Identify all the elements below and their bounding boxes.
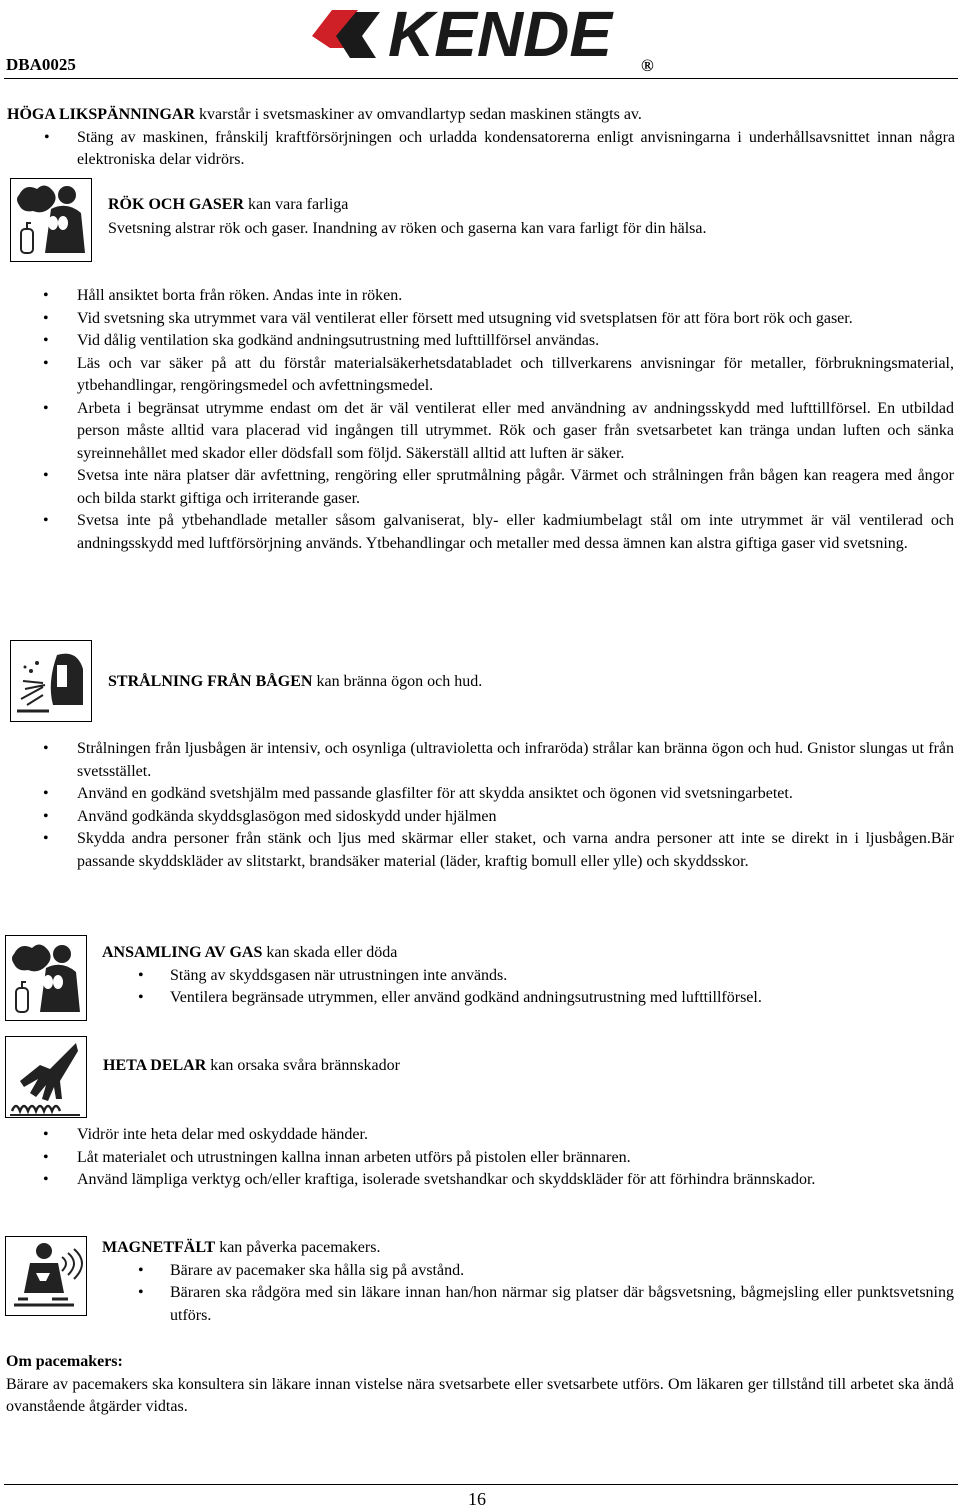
magnetic-title — [102, 1237, 954, 1260]
pacemaker-text: Bärare av pacemakers ska konsultera sin läkare innan vistelse nära svetsarbete eller svetsarbete utförs. Om läkaren ger tillstånd till arbetet ska ändå ovanstående åtgärder vidtas. — [6, 1375, 954, 1415]
gas-title — [102, 942, 954, 965]
gas-heading-rest: kan skada eller döda — [262, 944, 398, 961]
list-item: • Skydda andra personer från stänk och ljus med skärmar eller staket, och varna andra personer att inte se direkt in i ljusbågen.Bär passande skyddskläder av slitstarkt, brandsäker material (läder, kraftig bomull eller ylle) och skyddsskor. — [6, 828, 954, 873]
fumes-title — [108, 194, 908, 217]
hot-heading: HETA DELAR — [103, 1057, 207, 1074]
gas-section — [102, 942, 954, 1010]
list-item: • Bärare av pacemaker ska hålla sig på avstånd. — [102, 1260, 954, 1283]
high-voltage-heading: HÖGA LIKSPÄNNINGAR — [7, 106, 196, 123]
registered-mark: ® — [641, 56, 654, 75]
high-voltage-text: kvarstår i svetsmaskiner av omvandlartyp sedan maskinen stängts av. — [195, 106, 642, 123]
list-item: • Bäraren ska rådgöra med sin läkare innan han/hon närmar sig platser där bågsvetsning, bågmejsling eller punktsvetsning utförs. — [102, 1282, 954, 1327]
magnetic-heading: MAGNETFÄLT — [102, 1239, 216, 1256]
radiation-heading: STRÅLNING FRÅN BÅGEN — [108, 673, 313, 690]
fumes-heading-block — [108, 194, 908, 240]
kende-logo — [306, 2, 636, 62]
radiation-bullet-list — [6, 738, 954, 873]
list-item: • Stäng av maskinen, frånskilj kraftförsörjningen och urladda kondensatorerna enligt anvisningarna i underhållsavsnittet innan några elektroniska delar vidrörs. — [7, 127, 955, 172]
gas-heading: ANSAMLING AV GAS — [102, 944, 263, 961]
list-item: • Läs och var säker på att du förstår materialsäkerhetsdatabladet och tillverkarens anvisningar för metaller, förbrukningsmaterial, ytbehandlingar, rengöringsmedel och avfettningsmedel. — [6, 353, 954, 398]
hot-title — [103, 1055, 903, 1078]
list-item: • Svetsa inte på ytbehandlade metaller såsom galvaniserat, bly- eller kadmiumbelagt stål om inte utrymmet är väl ventilerad och andningsskydd med luftförsörjning används. Ytbehandlingar och metaller med dessa ämnen kan alstra giftiga gaser vid svetsning. — [6, 510, 954, 555]
hot-bullet-list — [6, 1124, 954, 1192]
list-item: • Vid dålig ventilation ska godkänd andningsutrustning med lufttillförsel användas. — [6, 330, 954, 353]
magnetic-heading-rest: kan påverka pacemakers. — [215, 1239, 381, 1256]
list-item: • Använd en godkänd svetshjälm med passande glasfilter för att skydda ansiktet och ögonen vid svetsningarbetet. — [6, 783, 954, 806]
list-item: • Arbeta i begränsat utrymme endast om det är väl ventilerat eller med användning av andningsskydd med lufttillförsel. En utbildad person måste alltid vara placerad vid ingången till utrymmet. Rök och gaser från svetsarbetet kan tränga undan luften och sänka syreinnehållet med skador eller dödsfall som följd. Säkerställ alltid att luften är säker. — [6, 398, 954, 466]
arc-radiation-icon — [10, 640, 92, 722]
fumes-bullet-list — [6, 285, 954, 555]
list-item: • Ventilera begränsade utrymmen, eller använd godkänd andningsutrustning med lufttillförsel. — [102, 987, 954, 1010]
page-number: 16 — [468, 1489, 486, 1509]
document-id: DBA0025 — [6, 55, 76, 74]
list-item: • Vid svetsning ska utrymmet vara väl ventilerat eller försett med utsugning vid svetsplatsen för att föra bort rök och gaser. — [6, 308, 954, 331]
high-voltage-line — [7, 104, 955, 127]
high-voltage-section — [7, 104, 955, 172]
footer-rule — [4, 1484, 958, 1485]
fumes-hazard-icon — [10, 178, 92, 262]
radiation-title — [108, 671, 908, 694]
list-item: • Låt materialet och utrustningen kallna innan arbeten utförs på pistolen eller brännaren. — [6, 1147, 954, 1170]
header-rule — [4, 78, 958, 79]
magnetic-section — [102, 1237, 954, 1327]
fumes-heading-rest: kan vara farliga — [244, 196, 349, 213]
pacemaker-heading: Om pacemakers: — [6, 1353, 123, 1370]
brand-text: KENDE — [388, 2, 613, 62]
list-item: • Stäng av skyddsgasen när utrustningen inte används. — [102, 965, 954, 988]
fumes-subtext: Svetsning alstrar rök och gaser. Inandning av röken och gaserna kan vara farligt för din hälsa. — [108, 219, 707, 237]
pacemaker-section — [6, 1351, 954, 1419]
pacemaker-hazard-icon — [5, 1236, 87, 1316]
fumes-heading: RÖK OCH GASER — [108, 196, 245, 213]
hot-heading-rest: kan orsaka svåra brännskador — [206, 1057, 400, 1074]
gas-buildup-icon — [5, 935, 87, 1021]
hot-parts-icon — [5, 1036, 87, 1118]
list-item: • Använd lämpliga verktyg och/eller kraftiga, isolerade svetshandkar och skyddskläder för att förhindra brännskador. — [6, 1169, 954, 1192]
list-item: • Svetsa inte nära platser där avfettning, rengöring eller sprutmålning pågår. Värmet och strålningen från bågen kan reagera med ångor och bilda starkt giftiga och irriterande gaser. — [6, 465, 954, 510]
list-item: • Vidrör inte heta delar med oskyddade händer. — [6, 1124, 954, 1147]
list-item: • Håll ansiktet borta från röken. Andas inte in röken. — [6, 285, 954, 308]
list-item: • Strålningen från ljusbågen är intensiv, och osynliga (ultravioletta och infraröda) strålar kan bränna ögon och hud. Gnistor slungas ut från svetsstället. — [6, 738, 954, 783]
list-item: • Använd godkända skyddsglasögon med sidoskydd under hjälmen — [6, 806, 954, 829]
radiation-heading-rest: kan bränna ögon och hud. — [312, 673, 483, 690]
